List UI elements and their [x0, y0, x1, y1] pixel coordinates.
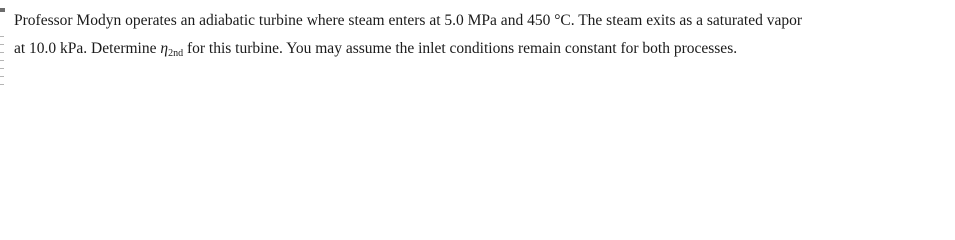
problem-line-2-end: for this turbine. You may assume the inlet conditions remain constant for both processes.	[183, 40, 738, 57]
margin-mark	[0, 52, 4, 53]
symbol-subscript: 2nd	[168, 48, 184, 59]
margin-mark	[0, 76, 4, 77]
eta-symbol: η	[160, 40, 169, 57]
margin-mark	[0, 60, 4, 61]
margin-mark	[0, 44, 4, 45]
margin-mark	[0, 84, 4, 85]
problem-line-1: Professor Modyn operates an adiabatic turbine where steam enters at 5.0 MPa and 450 °C. The steam exits as a saturated vapor	[14, 12, 803, 29]
problem-line-2-start: at 10.0 kPa. Determine	[14, 40, 161, 57]
problem-line-2	[14, 35, 944, 63]
margin-mark	[0, 68, 4, 69]
problem-statement	[14, 7, 944, 63]
second-law-efficiency-symbol	[160, 40, 183, 57]
margin-mark	[0, 36, 4, 37]
margin-mark	[0, 8, 5, 12]
left-edge-margin-marks	[0, 0, 8, 93]
